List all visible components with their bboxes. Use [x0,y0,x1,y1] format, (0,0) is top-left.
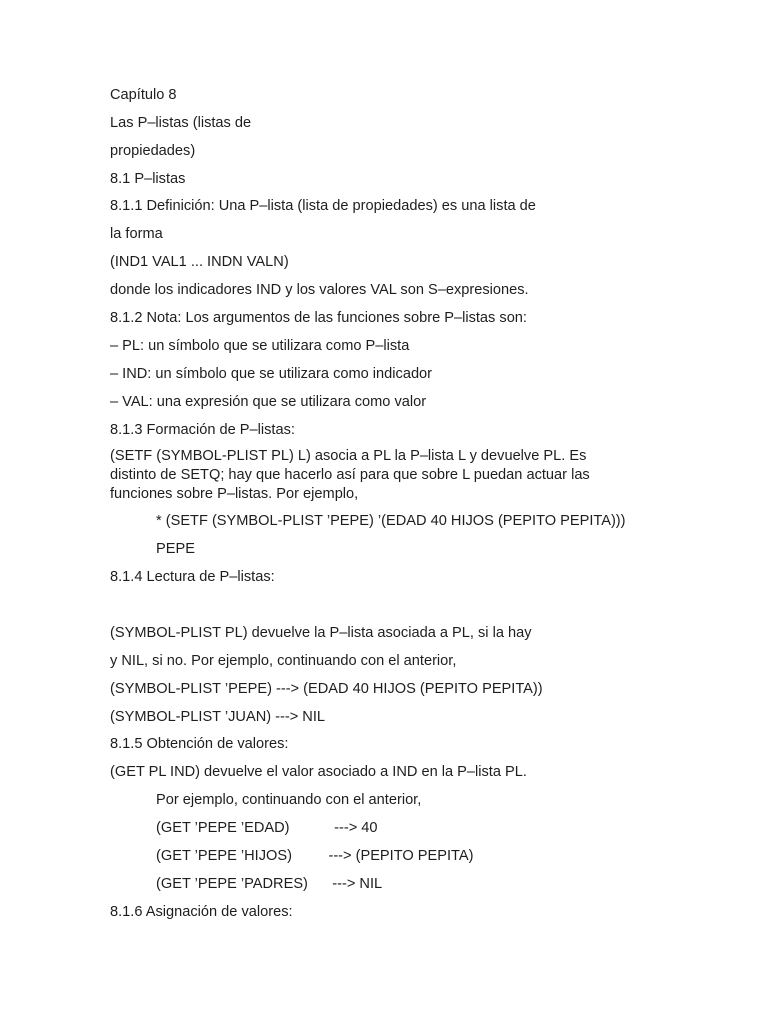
get-example-3: (GET ’PEPE ’PADRES) ---> NIL [156,876,383,892]
get-example-2: (GET ’PEPE ’HIJOS) ---> (PEPITO PEPITA) [156,848,474,864]
setf-line-3: funciones sobre P–listas. Por ejemplo, [110,486,359,502]
section-8-1-1-text: 8.1.1 Definición: Una P–lista (lista de propiedades) es una lista de [110,198,536,214]
section-8-1-2-text: 8.1.2 Nota: Los argumentos de las funciones sobre P–listas son: [110,310,527,326]
section-8-1-6-heading: 8.1.6 Asignación de valores: [110,904,293,920]
section-8-1-5-heading: 8.1.5 Obtención de valores: [110,736,289,752]
symbol-plist-example-2: (SYMBOL-PLIST ’JUAN) ---> NIL [110,709,326,725]
setf-result: PEPE [156,541,195,557]
title-line-1: Las P–listas (listas de [110,115,252,131]
chapter-heading: Capítulo 8 [110,87,177,103]
symbol-plist-line-2: y NIL, si no. Por ejemplo, continuando con el anterior, [110,653,457,669]
section-8-1-4-heading: 8.1.4 Lectura de P–listas: [110,569,275,585]
argument-pl: – PL: un símbolo que se utilizara como P–lista [110,338,410,354]
symbol-plist-line-1: (SYMBOL-PLIST PL) devuelve la P–lista asociada a PL, si la hay [110,625,532,641]
argument-ind: – IND: un símbolo que se utilizara como indicador [110,366,433,382]
get-example-1: (GET ’PEPE ’EDAD) ---> 40 [156,820,378,836]
setf-paragraph [110,447,630,504]
section-8-1-1-continuation: la forma [110,226,163,242]
title-line-2: propiedades) [110,143,196,159]
section-8-1-heading: 8.1 P–listas [110,171,186,187]
argument-val: – VAL: una expresión que se utilizara como valor [110,394,427,410]
get-description: (GET PL IND) devuelve el valor asociado a IND en la P–lista PL. [110,764,527,780]
plist-form: (IND1 VAL1 ... INDN VALN) [110,254,289,270]
symbol-plist-example-1: (SYMBOL-PLIST ’PEPE) ---> (EDAD 40 HIJOS (PEPITO PEPITA)) [110,681,543,697]
plist-form-description: donde los indicadores IND y los valores VAL son S–expresiones. [110,282,529,298]
section-8-1-3-heading: 8.1.3 Formación de P–listas: [110,422,295,438]
get-intro: Por ejemplo, continuando con el anterior, [156,792,422,808]
setf-line-2: distinto de SETQ; hay que hacerlo así para que sobre L puedan actuar las [110,467,590,483]
setf-example: * (SETF (SYMBOL-PLIST ’PEPE) ’(EDAD 40 HIJOS (PEPITO PEPITA))) [156,513,626,529]
setf-line-1: (SETF (SYMBOL-PLIST PL) L) asocia a PL la P–lista L y devuelve PL. Es [110,448,587,464]
